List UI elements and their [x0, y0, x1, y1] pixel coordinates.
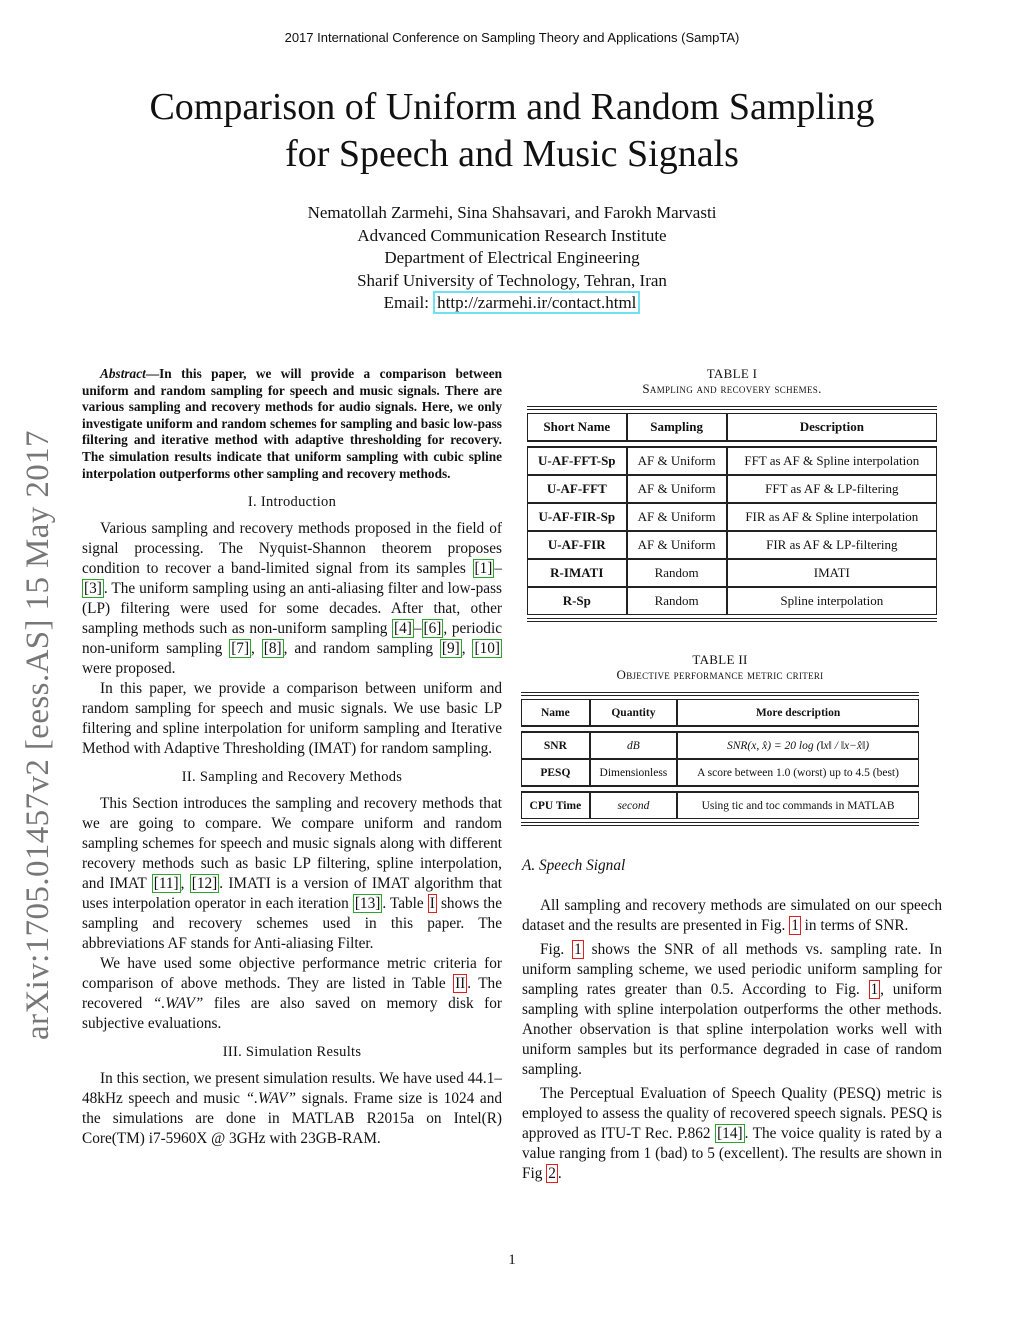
speech-paragraph-2	[522, 940, 942, 1080]
text: .	[557, 1165, 562, 1182]
abstract	[82, 366, 502, 482]
text: “.WAV”	[152, 995, 204, 1013]
section-heading-methods: II. Sampling and Recovery Methods	[181, 769, 403, 786]
arxiv-identifier: arXiv:1705.01457v2 [eess.AS] 15 May 2017	[20, 430, 56, 1040]
title-line-2: for Speech and Music Signals	[285, 133, 739, 175]
text: were proposed.	[82, 660, 176, 678]
text: The Perceptual Evaluation of Speech Quality (PESQ) metric is employed to assess the quality of recovered speech signals. PESQ is approved as ITU-T Rec. P.862	[522, 1085, 942, 1142]
citation-link[interactable]: [4]	[394, 620, 412, 638]
text: , periodic non-uniform sampling	[82, 620, 502, 658]
table-rule	[527, 618, 937, 622]
table-2-label: TABLE II	[692, 652, 748, 667]
cell: Random	[627, 559, 727, 587]
text: . Table	[382, 895, 428, 913]
table-2-caption: Objective performance metric criteri	[616, 667, 824, 682]
speech-paragraph-1	[522, 896, 942, 936]
email-label: Email:	[383, 293, 429, 312]
column-header: Name	[521, 699, 590, 726]
citation-link[interactable]: [8]	[263, 640, 282, 658]
table-rule	[527, 406, 937, 410]
cell: U-AF-FFT	[527, 475, 627, 503]
cell: dB	[590, 732, 677, 759]
table-1-block	[523, 366, 941, 622]
right-column-text	[522, 856, 942, 1184]
methods-paragraph-1	[82, 794, 502, 954]
table-link[interactable]: I	[429, 895, 435, 913]
cell: Dimensionless	[590, 759, 677, 786]
page-number: 1	[508, 1252, 516, 1268]
cell: Spline interpolation	[727, 587, 937, 615]
table-rule	[521, 822, 919, 826]
cell: AF & Uniform	[627, 503, 727, 531]
authors: Nematollah Zarmehi, Sina Shahsavari, and Farokh Marvasti	[307, 203, 717, 222]
text: , and random sampling	[283, 640, 440, 658]
table-header-row	[521, 699, 919, 726]
text: . The voice quality is rated by a value ranging from 1 (bad) to 5 (excellent). The results are shown in Fig	[522, 1125, 942, 1182]
figure-link[interactable]: 2	[548, 1165, 556, 1182]
cell: PESQ	[521, 759, 590, 786]
text: files are also saved on memory disk for subjective evaluations.	[82, 995, 502, 1033]
table-row	[527, 559, 937, 587]
table-row	[521, 759, 919, 786]
table-row	[527, 587, 937, 615]
subsection-heading-speech: A. Speech Signal	[522, 857, 626, 874]
text: Fig.	[540, 941, 573, 958]
text: This Section introduces the sampling and recovery methods that we are going to compare. We compare uniform and random sampling schemes for speech and music signals along with different recovery methods such as basic LP filtering, spline interpolation, and IMAT	[82, 795, 502, 893]
speech-paragraph-3	[522, 1084, 942, 1184]
affiliation-university: Sharif University of Technology, Tehran, Iran	[357, 270, 667, 290]
citation-link[interactable]: [1]	[474, 560, 493, 578]
conference-header: 2017 International Conference on Sampling Theory and Applications (SampTA)	[284, 30, 740, 45]
title-line-1: Comparison of Uniform and Random Sampling	[149, 86, 875, 128]
intro-paragraph-2: In this paper, we provide a comparison between uniform and random sampling for speech and music signals. We use basic LP filtering and spline interpolation for uniform sampling and Iterative Method with Adaptive Thresholding (IMAT) for random sampling.	[82, 680, 502, 758]
citation-link[interactable]: [7]	[231, 640, 250, 658]
text: signals. Frame size is 1024 and the simulations are done in MATLAB R2015a on Intel(R) Core(TM) i7-5960X @ 3GHz with 23GB-RAM.	[82, 1090, 502, 1148]
text: “.WAV”	[245, 1090, 297, 1108]
cell: IMATI	[727, 559, 937, 587]
column-header: More description	[677, 699, 919, 726]
affiliation-department: Department of Electrical Engineering	[384, 248, 640, 267]
affiliation-institute: Advanced Communication Research Institute	[357, 225, 667, 245]
cell: Random	[627, 587, 727, 615]
text: ,	[180, 875, 190, 893]
cell: R-Sp	[527, 587, 627, 615]
cell: SNR	[521, 732, 590, 759]
cell: FFT as AF & Spline interpolation	[727, 447, 937, 475]
cell: U-AF-FIR-Sp	[527, 503, 627, 531]
table-1-label: TABLE I	[706, 366, 758, 381]
table-link[interactable]: II	[455, 975, 466, 993]
column-header: Sampling	[627, 413, 727, 441]
cell: CPU Time	[521, 792, 590, 819]
email-line	[160, 292, 864, 315]
author-block	[160, 202, 864, 315]
table-rule	[521, 692, 919, 696]
text: –	[413, 620, 422, 638]
section-heading-results: III. Simulation Results	[222, 1044, 362, 1061]
table-1-caption: Sampling and recovery schemes.	[642, 381, 822, 396]
cell: AF & Uniform	[627, 531, 727, 559]
snr-formula: SNR(x, x̂) = 20 log (‖x‖ / ‖x−x̂‖)	[677, 732, 919, 759]
text: All sampling and recovery methods are simulated on our speech dataset and the results are presented in Fig.	[522, 897, 942, 934]
text: ,	[251, 640, 262, 658]
cell: AF & Uniform	[627, 447, 727, 475]
table-header-row	[527, 413, 937, 441]
citation-link[interactable]: [9]	[441, 640, 460, 658]
results-paragraph-1	[82, 1069, 502, 1149]
cell: second	[590, 792, 677, 819]
cell: FIR as AF & LP-filtering	[727, 531, 937, 559]
intro-paragraph-1	[82, 519, 502, 679]
cell: U-AF-FIR	[527, 531, 627, 559]
text: We have used some objective performance metric criteria for comparison of above methods. They are listed in Table	[82, 955, 502, 993]
text: shows the sampling and recovery schemes used in this paper. The abbreviations AF stands for Anti-aliasing Filter.	[82, 895, 502, 953]
figure-link[interactable]: 1	[574, 941, 582, 958]
citation-link[interactable]: [10]	[474, 640, 500, 658]
cell: FIR as AF & Spline interpolation	[727, 503, 937, 531]
left-column	[82, 366, 502, 1149]
table-2-block	[519, 652, 921, 826]
citation-link[interactable]: [14]	[717, 1125, 743, 1142]
text: . The recovered	[82, 975, 502, 1013]
section-heading-introduction: I. Introduction	[247, 494, 337, 511]
table-1	[527, 413, 937, 615]
cell: FFT as AF & LP-filtering	[727, 475, 937, 503]
text: , uniform sampling with spline interpolation outperforms the other methods. Another observation is that spline interpolation works well with uniform samples but its performance degraded in case of random sampling.	[522, 981, 943, 1078]
text: ,	[461, 640, 473, 658]
text: –	[494, 560, 502, 578]
abstract-text: —In this paper, we will provide a comparison between uniform and random sampling for speech and music signals. There are various sampling and recovery methods for audio signals. Here, we only investigate uniform and random schemes for sampling and basic low-pass filtering and iterative method with adaptive thresholding for recovery. The simulation results indicate that uniform sampling with cubic spline interpolation outperforms other sampling and recovery methods.	[82, 366, 502, 481]
citation-link[interactable]: [3]	[84, 580, 102, 598]
column-header: Short Name	[527, 413, 627, 441]
column-header: Quantity	[590, 699, 677, 726]
abstract-label: Abstract	[100, 366, 146, 381]
cell: Using tic and toc commands in MATLAB	[677, 792, 919, 819]
cell: AF & Uniform	[627, 475, 727, 503]
table-row	[527, 503, 937, 531]
column-header: Description	[727, 413, 937, 441]
cell: U-AF-FFT-Sp	[527, 447, 627, 475]
paper-title	[60, 84, 964, 178]
text: . IMATI is a version of IMAT algorithm that uses interpolation operator in each iteration	[82, 875, 502, 913]
text: shows the SNR of all methods vs. sampling rate. In uniform sampling scheme, we used periodic uniform sampling for sampling rates greater than 0.5. According to Fig.	[522, 941, 942, 998]
citation-link[interactable]: [13]	[354, 895, 381, 913]
methods-paragraph-2	[82, 954, 502, 1034]
text: In this section, we present simulation results. We have used 44.1–48kHz speech and music	[82, 1070, 502, 1108]
text: . The uniform sampling using an anti-aliasing filter and low-pass (LP) filtering were used for some decades. After that, other sampling methods such as non-uniform sampling	[82, 580, 502, 638]
text: Various sampling and recovery methods proposed in the field of signal processing. The Nyquist-Shannon theorem proposes condition to recover a band-limited signal from its samples	[82, 520, 502, 578]
figure-link[interactable]: 1	[870, 981, 879, 998]
table-2	[521, 699, 919, 819]
table-row	[521, 732, 919, 759]
email-link[interactable]: http://zarmehi.ir/contact.html	[433, 291, 640, 314]
figure-link[interactable]: 1	[791, 917, 799, 934]
table-row	[527, 531, 937, 559]
text: in terms of SNR.	[800, 917, 909, 934]
table-row	[527, 447, 937, 475]
citation-link[interactable]: [11]	[153, 875, 179, 893]
table-row	[521, 792, 919, 819]
cell: A score between 1.0 (worst) up to 4.5 (best)	[677, 759, 919, 786]
citation-link[interactable]: [6]	[423, 620, 442, 638]
citation-link[interactable]: [12]	[191, 875, 218, 893]
cell: R-IMATI	[527, 559, 627, 587]
table-row	[527, 475, 937, 503]
